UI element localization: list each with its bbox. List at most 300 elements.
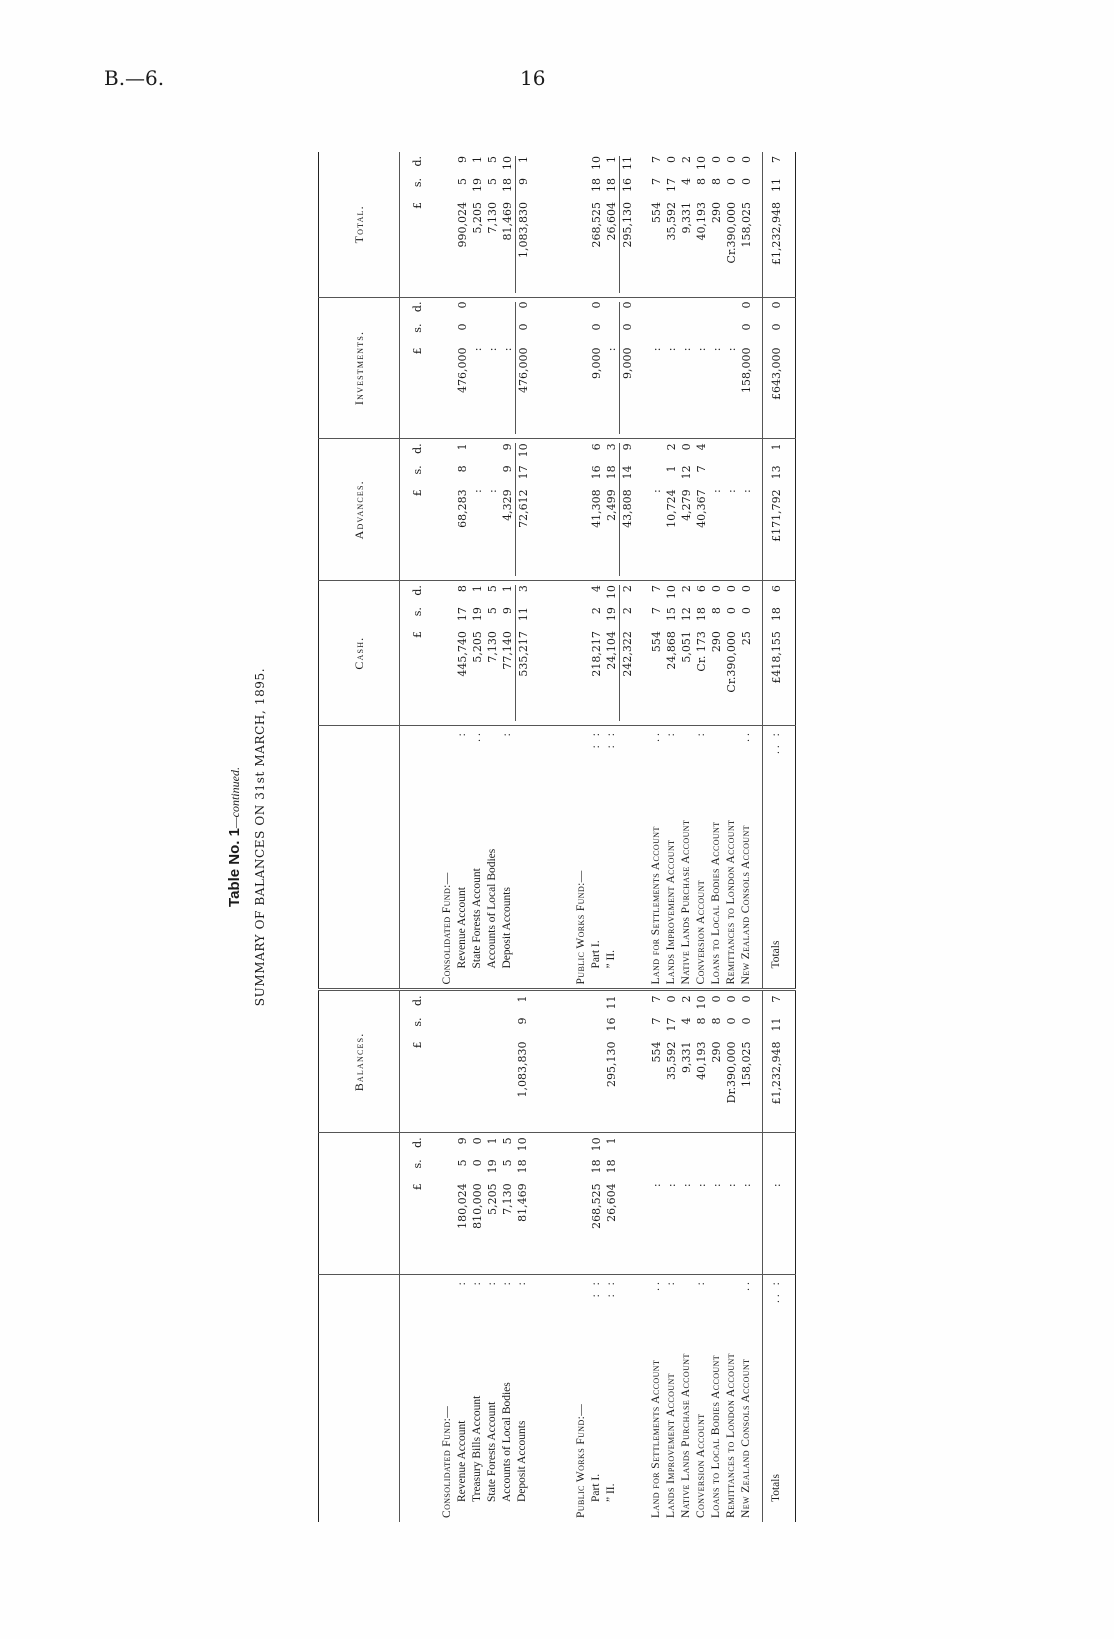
consolidated-group-advances-1 <box>455 443 470 576</box>
consolidated-group-left-dots-1: : <box>456 1279 468 1286</box>
other-accounts-group-left-amount-2 <box>679 1137 694 1270</box>
consolidated-group-investments-subtotal <box>515 302 531 435</box>
other-accounts-group-cash-0-p: 554 <box>650 631 663 653</box>
other-accounts-group-left-label-4 <box>709 1279 724 1518</box>
other-accounts-group-left-dots-3: : <box>695 1279 707 1286</box>
consolidated-group-left-label-6 <box>530 1279 545 1518</box>
other-accounts-group-investments-1-s <box>664 324 679 348</box>
consolidated-group-left-amount-3-p: 5,205 <box>486 1183 499 1215</box>
public-works-group-cash-3-d: 10 <box>605 585 618 600</box>
public-works-group-balance-3-p: 295,130 <box>605 1041 618 1087</box>
public-works-group-investments-subtotal-s: 0 <box>621 323 634 331</box>
consolidated-group-advances-3-d <box>485 443 500 465</box>
other-accounts-group-investments-2 <box>679 302 694 435</box>
consolidated-group-right-label-text-4: Deposit Accounts <box>501 887 513 969</box>
consolidated-group-cash <box>434 581 553 726</box>
totals-cash-text-p: £418,155 <box>770 631 783 684</box>
other-accounts-group-investments-3-d <box>694 302 709 324</box>
consolidated-group-total-4-s: 18 <box>501 178 514 192</box>
other-accounts-group-left-label-text-6: New Zealand Consols Account <box>740 1358 752 1518</box>
other-accounts-group-cash-6-d: 0 <box>740 585 753 593</box>
other-accounts-group-total-6-d: 0 <box>740 156 753 163</box>
public-works-group-advances-3-d: 3 <box>605 443 618 451</box>
other-accounts-group-advances-6 <box>739 443 754 576</box>
other-accounts-group-balance-1-s: 17 <box>665 1017 678 1032</box>
public-works-group-investments-3-d <box>604 302 619 324</box>
public-works-group-left-amount-3 <box>604 1137 619 1270</box>
consolidated-group-investments-3-s <box>485 324 500 348</box>
consolidated-group-balance-5-s: 9 <box>516 1017 529 1025</box>
other-accounts-group-advances-4 <box>709 443 724 576</box>
consolidated-group-right-label-2 <box>470 730 485 984</box>
consolidated-group-advances-subtotal-p: 72,612 <box>517 489 530 528</box>
public-works-group-investments-2-s: 0 <box>590 323 603 331</box>
other-accounts-group-total-5 <box>724 156 739 293</box>
totals-left-dots: .. : <box>770 1279 782 1303</box>
table-body <box>400 152 796 1522</box>
other-accounts-group-advances-4-d <box>709 443 724 465</box>
public-works-group-investments-3 <box>604 302 619 435</box>
other-accounts-group-balance-4 <box>709 996 724 1129</box>
other-accounts-group-investments-1-d <box>664 302 679 324</box>
header-right-blank <box>319 726 400 990</box>
consolidated-group-investments-3-p: : <box>486 347 499 352</box>
units-investments-text <box>410 302 425 435</box>
other-accounts-group-left-label-3 <box>694 1279 709 1518</box>
consolidated-group-balance-5-d: 1 <box>516 995 529 1003</box>
public-works-group-advances-2 <box>589 443 604 576</box>
balances-summary-table <box>318 152 796 1522</box>
other-accounts-group-cash-3 <box>694 585 709 721</box>
consolidated-group-advances-subtotal-s: 17 <box>517 465 530 480</box>
other-accounts-group-total-5-p: Cr.390,000 <box>725 202 738 264</box>
consolidated-group-cash-2-p: 5,205 <box>471 631 484 663</box>
header-advances: Advances. <box>319 439 400 581</box>
other-accounts-group-investments-5-s <box>724 324 739 348</box>
other-accounts-group-left-label-text-0: Land for Settlements Account <box>650 1359 662 1518</box>
other-accounts-group-balance-6-s: 0 <box>740 1017 753 1025</box>
consolidated-group-investments-1-d: 0 <box>456 301 469 309</box>
consolidated-group-left-dots-4: : <box>501 1279 513 1286</box>
public-works-group-cash-3-s: 19 <box>605 607 618 622</box>
other-accounts-group-left-amount-4-p: : <box>710 1183 723 1188</box>
consolidated-group-left-amount-2 <box>470 1137 485 1270</box>
other-accounts-group-cash-0-s: 7 <box>650 607 663 615</box>
consolidated-group-left-label-1 <box>455 1279 470 1518</box>
consolidated-group-total-4-d: 10 <box>501 156 514 170</box>
other-accounts-group-left-amount-0-s <box>649 1159 664 1183</box>
other-accounts-group-left-amount-6 <box>739 1137 754 1270</box>
other-accounts-group-advances-6-s <box>739 465 754 489</box>
other-accounts-group-advances-4-s <box>709 465 724 489</box>
units-cash-text-d: d. <box>410 585 424 596</box>
public-works-group-total-spacer-1 <box>574 156 589 293</box>
other-accounts-group-total-2-d: 2 <box>680 156 693 163</box>
other-accounts-group-balance-6-p: 158,025 <box>740 1041 753 1087</box>
other-accounts-group-left-label-text-1: Lands Improvement Account <box>665 1373 677 1518</box>
totals-investments-text-d: 0 <box>770 301 783 309</box>
totals-balance-text-p: £1,232,948 <box>770 1041 783 1105</box>
public-works-group-balance-3-d: 11 <box>605 995 618 1010</box>
consolidated-group-left-amount-5-d: 10 <box>516 1137 529 1152</box>
public-works-group-advances-3 <box>604 443 619 576</box>
other-accounts-group-advances-1-d: 2 <box>665 443 678 451</box>
other-accounts-group-right-label-text-4: Loans to Local Bodies Account <box>710 821 722 985</box>
other-accounts-group-balance-0 <box>649 996 664 1129</box>
other-accounts-group-balance-2-d: 2 <box>680 995 693 1003</box>
other-accounts-group-investments <box>643 297 763 439</box>
other-accounts-group-cash-2-d: 2 <box>680 585 693 593</box>
other-accounts-group-total-6-p: 158,025 <box>740 202 753 248</box>
units-total <box>400 152 435 297</box>
units-left-amount-text-d: d. <box>410 1137 424 1148</box>
header-left-blank <box>319 1275 400 1522</box>
other-accounts-group-cash-0 <box>649 585 664 721</box>
other-accounts-group-advances-2-p: 4,279 <box>680 489 693 521</box>
other-accounts-group-left-label-text-4: Loans to Local Bodies Account <box>710 1354 722 1518</box>
consolidated-group-advances-4-s: 9 <box>501 465 514 473</box>
other-accounts-group-right-label-text-1: Lands Improvement Account <box>665 839 677 985</box>
totals-advances-text-p: £171,792 <box>770 489 783 542</box>
totals-total-text-d: 7 <box>770 156 783 163</box>
public-works-group-total-2-d: 10 <box>590 156 603 170</box>
consolidated-group-advances-2-p: : <box>471 489 484 494</box>
other-accounts-group-cash <box>643 581 763 726</box>
consolidated-group-total-3-s: 5 <box>486 178 499 185</box>
units-advances-text-d: d. <box>410 443 424 454</box>
other-accounts-group-investments-2-d <box>679 302 694 324</box>
public-works-group-cash-spacer-0 <box>559 585 574 721</box>
other-accounts-group-balance-5 <box>724 996 739 1129</box>
page-number: 16 <box>520 66 546 90</box>
public-works-group-cash-2 <box>589 585 604 721</box>
public-works-group-cash-3-p: 24,104 <box>605 631 618 670</box>
other-accounts-group-investments-2-s <box>679 324 694 348</box>
other-accounts-group-balance-0-d: 7 <box>650 995 663 1003</box>
other-accounts-group-total-1-d: 0 <box>665 156 678 163</box>
other-accounts-group-advances-6-d <box>739 443 754 465</box>
consolidated-group-left-label-4 <box>500 1279 515 1518</box>
other-accounts-group-cash-4-p: 290 <box>710 631 723 653</box>
consolidated-group-cash-3-p: 7,130 <box>486 631 499 663</box>
units-advances-text-s: s. <box>410 465 424 475</box>
public-works-group-left-label-4 <box>619 1279 634 1518</box>
consolidated-group-total-subtotal-s: 9 <box>517 178 530 185</box>
other-accounts-group-investments-6-s: 0 <box>740 323 753 331</box>
public-works-group-cash-2-s: 2 <box>590 607 603 615</box>
totals-balance-text-s: 11 <box>770 1017 783 1032</box>
other-accounts-group-advances-5 <box>724 443 739 576</box>
consolidated-group-cash-2-d: 1 <box>471 585 484 593</box>
other-accounts-group-right-dots-0: .. <box>650 730 662 742</box>
consolidated-group-cash-1 <box>455 585 470 721</box>
other-accounts-group-balance-1 <box>664 996 679 1129</box>
public-works-group-left-dots-2: : : <box>590 1279 602 1298</box>
public-works-group-right-label-text-3: ” II. <box>605 949 617 969</box>
table-subtitle: SUMMARY OF BALANCES ON 31st MARCH, 1895. <box>253 667 267 1007</box>
other-accounts-group-right-label-4 <box>709 730 724 984</box>
public-works-group-total-subtotal <box>619 156 635 293</box>
totals-left-amount-text-s <box>769 1159 784 1183</box>
consolidated-group-total-spacer-0 <box>440 156 455 293</box>
totals-investments-text-s: 0 <box>770 323 783 331</box>
other-accounts-group-advances-0-p: : <box>650 489 663 494</box>
units-balances-text-s: s. <box>410 1017 424 1027</box>
other-accounts-group-left-amount-2-d <box>679 1137 694 1159</box>
public-works-group-investments-2-d: 0 <box>590 301 603 309</box>
public-works-group-left-label-1 <box>574 1279 589 1518</box>
public-works-group-balance-spacer-1 <box>574 996 589 1129</box>
public-works-group-left-amount-2 <box>589 1137 604 1270</box>
other-accounts-group-advances-5-d <box>724 443 739 465</box>
other-accounts-group-right-labels <box>643 726 763 990</box>
consolidated-group-cash-4 <box>500 585 515 721</box>
header-cash: Cash. <box>319 581 400 726</box>
public-works-group-left-amount-3-s: 18 <box>605 1159 618 1174</box>
other-accounts-group-investments-0-d <box>649 302 664 324</box>
other-accounts-group-right-label-2 <box>679 730 694 984</box>
consolidated-group-total-1-s: 5 <box>456 178 469 185</box>
other-accounts-group-cash-2-p: 5,051 <box>680 631 693 663</box>
public-works-group-right-label-text-2: Part I. <box>590 940 602 969</box>
other-accounts-group-total <box>643 152 763 297</box>
other-accounts-group-left-amount-3-s <box>694 1159 709 1183</box>
other-accounts-group-cash-5 <box>724 585 739 721</box>
other-accounts-group-investments-2-p: : <box>680 347 693 352</box>
other-accounts-group-left-amount-5-s <box>724 1159 739 1183</box>
other-accounts-group-left-amount-1-p: : <box>665 1183 678 1188</box>
consolidated-group-cash-subtotal <box>515 585 531 721</box>
public-works-group-advances-spacer-1 <box>574 443 589 576</box>
public-works-group-cash <box>553 581 643 726</box>
units-left-amount-text <box>410 1137 425 1270</box>
consolidated-group-balance-5-p: 1,083,830 <box>516 1041 529 1098</box>
public-works-group-cash-2-p: 218,217 <box>590 631 603 677</box>
other-accounts-group-cash-1-p: 24,868 <box>665 631 678 670</box>
other-accounts-group-cash-1-d: 10 <box>665 585 678 600</box>
other-accounts-group-investments-6-p: 158,000 <box>740 347 753 394</box>
public-works-group-cash-subtotal-s: 2 <box>621 607 634 615</box>
consolidated-group-cash-3-d: 5 <box>486 585 499 593</box>
other-accounts-group-total-1 <box>664 156 679 293</box>
consolidated-group-investments-subtotal-p: 476,000 <box>517 347 530 394</box>
other-accounts-group-cash-6-p: 25 <box>740 631 753 646</box>
other-accounts-group-left-amount-6-d <box>739 1137 754 1159</box>
consolidated-group-cash-2-s: 19 <box>471 607 484 622</box>
totals-right-label-text: Totals <box>770 940 782 969</box>
public-works-group-investments-subtotal <box>619 302 635 435</box>
public-works-group-right-label-0 <box>559 730 574 984</box>
other-accounts-group-left-amount-6-p: : <box>740 1183 753 1188</box>
other-accounts-group-left-amount-0-d <box>649 1137 664 1159</box>
other-accounts-group-left-amount-1 <box>664 1137 679 1270</box>
other-accounts-group-cash-1-s: 15 <box>665 607 678 622</box>
public-works-group-balance-spacer-0 <box>559 996 574 1129</box>
other-accounts-group-investments-3-s <box>694 324 709 348</box>
other-accounts-group-investments-4 <box>709 302 724 435</box>
other-accounts-group-advances-3-d: 4 <box>695 443 708 451</box>
other-accounts-group-advances-5-s <box>724 465 739 489</box>
consolidated-group-left-amount-5-p: 81,469 <box>516 1183 529 1222</box>
other-accounts-group-left-amount-5-d <box>724 1137 739 1159</box>
other-accounts-group-advances-3-p: 40,367 <box>695 489 708 528</box>
public-works-group <box>553 152 643 1522</box>
other-accounts-group-left-amount-6-s <box>739 1159 754 1183</box>
other-accounts-group-balance-3-p: 40,193 <box>695 1041 708 1080</box>
units-cash <box>400 581 435 726</box>
consolidated-group-cash-4-d: 1 <box>501 585 514 593</box>
consolidated-group-right-dots-2: .. <box>471 730 483 742</box>
totals-left-amount-text-d <box>769 1137 784 1159</box>
public-works-group-balance-3 <box>604 996 619 1129</box>
other-accounts-group-investments-0 <box>649 302 664 435</box>
consolidated-group-advances-2-d <box>470 443 485 465</box>
consolidated-group-left-amount-4-p: 7,130 <box>501 1183 514 1215</box>
consolidated-group-advances-3 <box>485 443 500 576</box>
public-works-group-left-label-3 <box>604 1279 619 1518</box>
other-accounts-group-advances-0 <box>649 443 664 576</box>
consolidated-group-left-amount-1-p: 180,024 <box>456 1183 469 1229</box>
other-accounts-group-advances-2 <box>679 443 694 576</box>
public-works-group-investments-subtotal-p: 9,000 <box>621 347 634 380</box>
totals-cash-text-s: 18 <box>770 607 783 622</box>
other-accounts-group-total-0-s: 7 <box>650 178 663 185</box>
consolidated-group-left-label-text-1: Revenue Account <box>456 1420 468 1502</box>
other-accounts-group-left-dots-1: : <box>665 1279 677 1286</box>
consolidated-group-total-1-d: 9 <box>456 156 469 163</box>
other-accounts-group-investments-1-p: : <box>665 347 678 352</box>
public-works-group-left-dots-3: : : <box>605 1279 617 1298</box>
consolidated-group-cash-1-d: 8 <box>456 585 469 593</box>
units-left-amount <box>400 1133 435 1275</box>
other-accounts-group-left-label-text-3: Conversion Account <box>695 1413 707 1518</box>
public-works-group-cash-3 <box>604 585 619 721</box>
other-accounts-group-advances-2-d: 0 <box>680 443 693 451</box>
units-total-text-s: s. <box>410 178 424 188</box>
public-works-group-right-dots-2: : : <box>590 730 602 749</box>
consolidated-group <box>434 152 553 1522</box>
public-works-group-investments-subtotal-d: 0 <box>621 301 634 309</box>
consolidated-group-advances-2 <box>470 443 485 576</box>
other-accounts-group-right-label-3 <box>694 730 709 984</box>
consolidated-group-balance-spacer-2 <box>470 996 485 1129</box>
consolidated-group-left-label-text-6 <box>530 1515 545 1518</box>
consolidated-group-advances-4 <box>500 443 515 576</box>
table-title-continued: —continued. <box>228 767 242 829</box>
public-works-group-total-3 <box>604 156 619 293</box>
totals-cash <box>763 581 796 726</box>
other-accounts-group-advances-1-s: 1 <box>665 465 678 473</box>
consolidated-group-investments-3 <box>485 302 500 435</box>
totals-left-label <box>763 1275 796 1522</box>
consolidated-group-investments-4 <box>500 302 515 435</box>
totals-investments <box>763 297 796 439</box>
consolidated-group-cash-subtotal-d: 3 <box>517 585 530 593</box>
public-works-group-left-label-text-3: ” II. <box>605 1483 617 1502</box>
other-accounts-group-total-3-p: 40,193 <box>695 202 708 241</box>
public-works-group-advances-spacer-0 <box>559 443 574 576</box>
other-accounts-group-advances <box>643 439 763 581</box>
public-works-group-advances-3-p: 2,499 <box>605 489 618 521</box>
header-balances: Balances. <box>319 990 400 1133</box>
consolidated-group-advances-2-s <box>470 465 485 489</box>
consolidated-group-balance-5 <box>515 996 530 1129</box>
other-accounts-group-balance-4-s: 8 <box>710 1017 723 1025</box>
public-works-group-cash-spacer-1 <box>574 585 589 721</box>
other-accounts-group-investments-6-d: 0 <box>740 301 753 309</box>
consolidated-group-investments-3-d <box>485 302 500 324</box>
totals-left-label-text: Totals <box>770 1474 782 1502</box>
units-balances-text <box>410 996 425 1129</box>
consolidated-group-total-1-p: 990,024 <box>456 202 469 248</box>
consolidated-group-cash-1-s: 17 <box>456 607 469 622</box>
totals-cash-text-d: 6 <box>770 585 783 593</box>
consolidated-group-left-label-text-0: Consolidated Fund:— <box>441 1405 453 1518</box>
consolidated-group-advances-4-d: 9 <box>501 443 514 451</box>
totals-total-text-s: 11 <box>770 178 783 192</box>
consolidated-group-investments-1 <box>455 302 470 435</box>
other-accounts-group-right-label-text-6: New Zealand Consols Account <box>740 825 752 985</box>
public-works-group-left-amount-spacer-0 <box>559 1137 574 1270</box>
other-accounts-group-total-1-p: 35,592 <box>665 202 678 241</box>
public-works-group-right-label-3 <box>604 730 619 984</box>
consolidated-group-investments-4-p: : <box>501 347 514 352</box>
public-works-group-left-amount-spacer-1 <box>574 1137 589 1270</box>
totals-advances-text-d: 1 <box>770 443 783 451</box>
consolidated-group-left-dots-2: : <box>471 1279 483 1286</box>
other-accounts-group-total-2-s: 4 <box>680 178 693 185</box>
public-works-group-cash-subtotal-d: 2 <box>621 585 634 593</box>
other-accounts-group-total-3 <box>694 156 709 293</box>
public-works-group-right-label-1 <box>574 730 589 984</box>
consolidated-group-investments-subtotal-s: 0 <box>517 323 530 331</box>
consolidated-group-investments-2-p: : <box>471 347 484 352</box>
other-accounts-group-left-amount-2-p: : <box>680 1183 693 1188</box>
other-accounts-group-total-1-s: 17 <box>665 178 678 192</box>
totals-advances-text <box>769 443 784 576</box>
public-works-group-investments-2-p: 9,000 <box>590 347 603 380</box>
units-cash-text-s: s. <box>410 607 424 617</box>
consolidated-group-investments-1-p: 476,000 <box>456 347 469 394</box>
other-accounts-group-cash-3-p: Cr. 173 <box>695 631 708 672</box>
totals-left-amount-text-p: : <box>770 1183 783 1188</box>
consolidated-group-left-label-0 <box>440 1279 455 1518</box>
totals-total <box>763 152 796 297</box>
consolidated-group-total-2-p: 5,205 <box>471 202 484 234</box>
other-accounts-group-left-amount-5-p: : <box>725 1183 738 1188</box>
other-accounts-group-cash-5-d: 0 <box>725 585 738 593</box>
totals-advances-text-s: 13 <box>770 465 783 480</box>
other-accounts-group-left-label-6 <box>739 1279 754 1518</box>
totals-cash-text <box>769 585 784 721</box>
totals-left-label-line <box>769 1279 784 1518</box>
other-accounts-group-cash-4-s: 8 <box>710 607 723 615</box>
consolidated-group-investments-4-s <box>500 324 515 348</box>
other-accounts-group-total-2 <box>679 156 694 293</box>
consolidated-group-cash-4-p: 77,140 <box>501 631 514 670</box>
other-accounts-group-investments-0-s <box>649 324 664 348</box>
consolidated-group-advances-4-p: 4,329 <box>501 489 514 521</box>
totals-right-label <box>763 726 796 990</box>
table-title <box>226 152 243 1522</box>
consolidated-group-left-amount-2-p: 810,000 <box>471 1183 484 1229</box>
public-works-group-total-subtotal-s: 16 <box>621 178 634 192</box>
other-accounts-group-cash-4-d: 0 <box>710 585 723 593</box>
units-left-amount-text-s: s. <box>410 1159 424 1169</box>
consolidated-group-left-dots-3: : <box>486 1279 498 1286</box>
consolidated-group-right-label-0 <box>440 730 455 984</box>
public-works-group-cash-subtotal <box>619 585 635 721</box>
